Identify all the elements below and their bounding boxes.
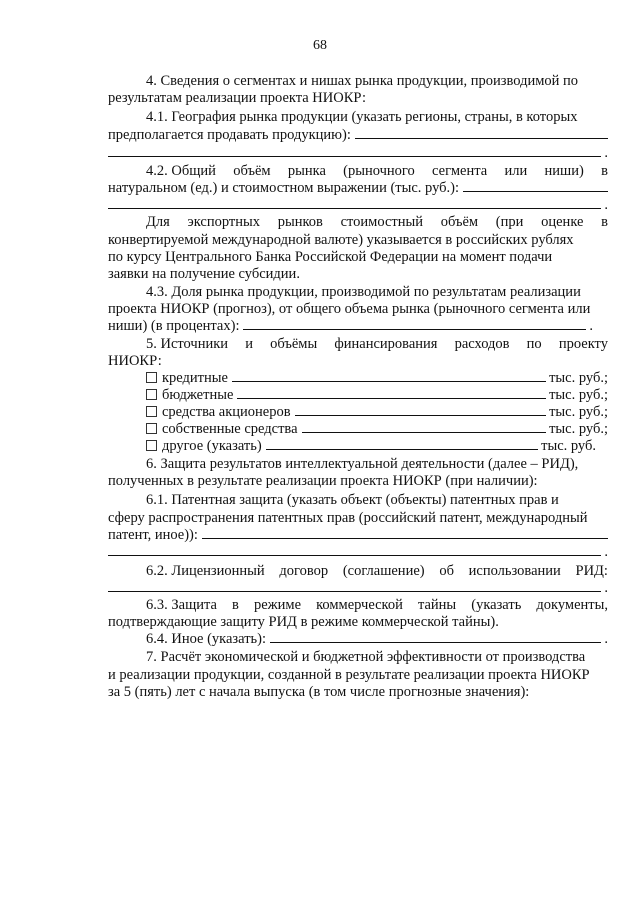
s4-1-line-3 [108, 145, 608, 162]
s4-2-dot: . [604, 197, 608, 213]
funding-unit: тыс. руб.; [549, 404, 608, 420]
s6-3-word: в [232, 597, 239, 613]
s6-3-word: (указать [471, 597, 522, 613]
export-note-word: стоимостный [340, 214, 423, 230]
s5-word: объёмы [270, 336, 318, 352]
s5-word: финансирования [334, 336, 438, 352]
funding-unit: тыс. руб. [541, 438, 596, 454]
geography-field[interactable] [355, 138, 608, 139]
s5-word: и [245, 336, 253, 352]
s6-1-line-1: 6.1. Патентная защита (указать объект (объекты) патентных прав и [146, 492, 559, 508]
s6-4-label: 6.4. Иное (указать): [146, 631, 267, 647]
geography-field-continuation[interactable] [108, 156, 601, 157]
funding-label: бюджетные [162, 387, 234, 403]
funding-label: другое (указать) [162, 438, 262, 454]
s4-2-word: (рыночного [343, 163, 415, 179]
s4-1-label: предполагается продавать продукцию): [108, 127, 351, 143]
s6-3-word: коммерческой [316, 597, 403, 613]
s6-1-line-4 [108, 544, 608, 561]
market-share-field[interactable] [243, 329, 586, 330]
s4-line-2: результатам реализации проекта НИОКР: [108, 90, 367, 106]
funding-unit: тыс. руб.; [549, 387, 608, 403]
s6-2-word: договор [279, 563, 329, 579]
s4-2-word: или [504, 163, 528, 179]
s5-line-2: НИОКР: [108, 353, 162, 369]
s6-3-word: 6.3. Защита [146, 597, 217, 613]
s4-1-line-1: 4.1. География рынка продукции (указать регионы, страны, в которых [146, 109, 578, 125]
funding-label: собственные средства [162, 421, 298, 437]
funding-label: кредитные [162, 370, 228, 386]
s4-2-word: сегмента [432, 163, 488, 179]
funding-label: средства акционеров [162, 404, 291, 420]
s6-3-line-1 [146, 597, 608, 614]
credit-checkbox[interactable] [146, 372, 157, 383]
s6-4-dot: . [604, 631, 608, 647]
shareholders-checkbox[interactable] [146, 406, 157, 417]
s4-2-word: ниши) [544, 163, 584, 179]
s6-2-word: использовании [468, 563, 561, 579]
s4-2-word: рынка [287, 163, 326, 179]
s5-word: расходов [454, 336, 510, 352]
s4-3-dot: . [589, 318, 593, 334]
other-amount-field[interactable] [266, 449, 538, 450]
s6-3-word: документы, [536, 597, 608, 613]
s6-2-line-1 [146, 563, 608, 580]
s6-line-2: полученных в результате реализации проекта НИОКР (при наличии): [108, 473, 538, 489]
s5-word: по [526, 336, 542, 352]
budget-checkbox[interactable] [146, 389, 157, 400]
s6-2-word: (соглашение) [342, 563, 425, 579]
s7-line-1: 7. Расчёт экономической и бюджетной эффективности от производства [146, 649, 586, 665]
s6-line-1: 6. Защита результатов интеллектуальной деятельности (далее – РИД), [146, 456, 579, 472]
export-note-word: рынков [277, 214, 323, 230]
market-volume-field[interactable] [463, 191, 608, 192]
funding-row-budget [146, 387, 608, 404]
s4-2-line-3 [108, 197, 608, 214]
s6-2-word: об [439, 563, 454, 579]
export-note-word: экспортных [187, 214, 260, 230]
s4-1-line-2 [108, 127, 608, 144]
funding-unit: тыс. руб.; [549, 370, 608, 386]
s6-2-line-2 [108, 580, 608, 597]
s5-word: 5. Источники [146, 336, 229, 352]
export-note-word: объём [440, 214, 479, 230]
s4-2-line-2 [108, 180, 608, 197]
s4-2-label: натуральном (ед.) и стоимостном выражении (тыс. руб.): [108, 180, 460, 196]
s4-2-word: объём [233, 163, 271, 179]
s4-3-line-1: 4.3. Доля рынка продукции, производимой по результатам реализации [146, 284, 581, 300]
export-note-word: Для [146, 214, 170, 230]
s4-line-1: 4. Сведения о сегментах и нишах рынка продукции, производимой по [146, 73, 579, 89]
own-funds-checkbox[interactable] [146, 423, 157, 434]
s6-1-line-3 [108, 527, 608, 544]
s4-2-word: в [601, 163, 608, 179]
export-note-word: (при [495, 214, 524, 230]
budget-amount-field[interactable] [237, 398, 546, 399]
s6-4-line-1 [146, 631, 608, 648]
s6-1-dot: . [604, 544, 608, 560]
export-note-line-4: заявки на получение субсидии. [108, 266, 300, 282]
s6-3-word: тайны [417, 597, 457, 613]
s5-word: проекту [558, 336, 608, 352]
license-agreement-field[interactable] [108, 591, 601, 592]
funding-row-own [146, 421, 608, 438]
shareholders-amount-field[interactable] [295, 415, 546, 416]
other-checkbox[interactable] [146, 440, 157, 451]
s4-2-word: 4.2. Общий [146, 163, 216, 179]
s4-3-line-2: проекта НИОКР (прогноз), от общего объема рынка (рыночного сегмента или [108, 301, 591, 317]
funding-row-other [146, 438, 596, 455]
s6-1-line-2: сферу распространения патентных прав (российский патент, международный [108, 510, 588, 526]
s6-2-word: 6.2. Лицензионный [146, 563, 265, 579]
s6-2-word: РИД: [575, 563, 608, 579]
patent-field[interactable] [202, 538, 608, 539]
patent-field-continuation[interactable] [108, 555, 601, 556]
s4-3-label: ниши) (в процентах): [108, 318, 240, 334]
funding-row-shareholders [146, 404, 608, 421]
s4-2-line-1 [146, 163, 608, 180]
market-volume-field-continuation[interactable] [108, 208, 601, 209]
export-note-word: в [601, 214, 608, 230]
funding-unit: тыс. руб.; [549, 421, 608, 437]
page-number: 68 [313, 38, 327, 53]
s5-line-1 [146, 336, 608, 353]
funding-row-credit [146, 370, 608, 387]
s4-3-line-3 [108, 318, 593, 335]
other-protection-field[interactable] [270, 642, 601, 643]
s4-1-dot: . [604, 145, 608, 161]
credit-amount-field[interactable] [232, 381, 546, 382]
s6-3-word: режиме [253, 597, 302, 613]
export-note-line-3: по курсу Центрального Банка Российской Федерации на момент подачи [108, 249, 553, 265]
export-note-line-1 [146, 214, 608, 231]
s7-line-2: и реализации продукции, созданной в результате реализации проекта НИОКР [108, 667, 590, 683]
export-note-line-2: конвертируемой международной валюте) указывается в российских рублях [108, 232, 574, 248]
s6-3-line-2: подтверждающие защиту РИД в режиме коммерческой тайны). [108, 614, 499, 630]
s7-line-3: за 5 (пять) лет с начала выпуска (в том числе прогнозные значения): [108, 684, 530, 700]
own-funds-amount-field[interactable] [302, 432, 547, 433]
export-note-word: оценке [541, 214, 584, 230]
s6-1-label: патент, иное)): [108, 527, 198, 543]
s6-2-dot: . [604, 580, 608, 596]
